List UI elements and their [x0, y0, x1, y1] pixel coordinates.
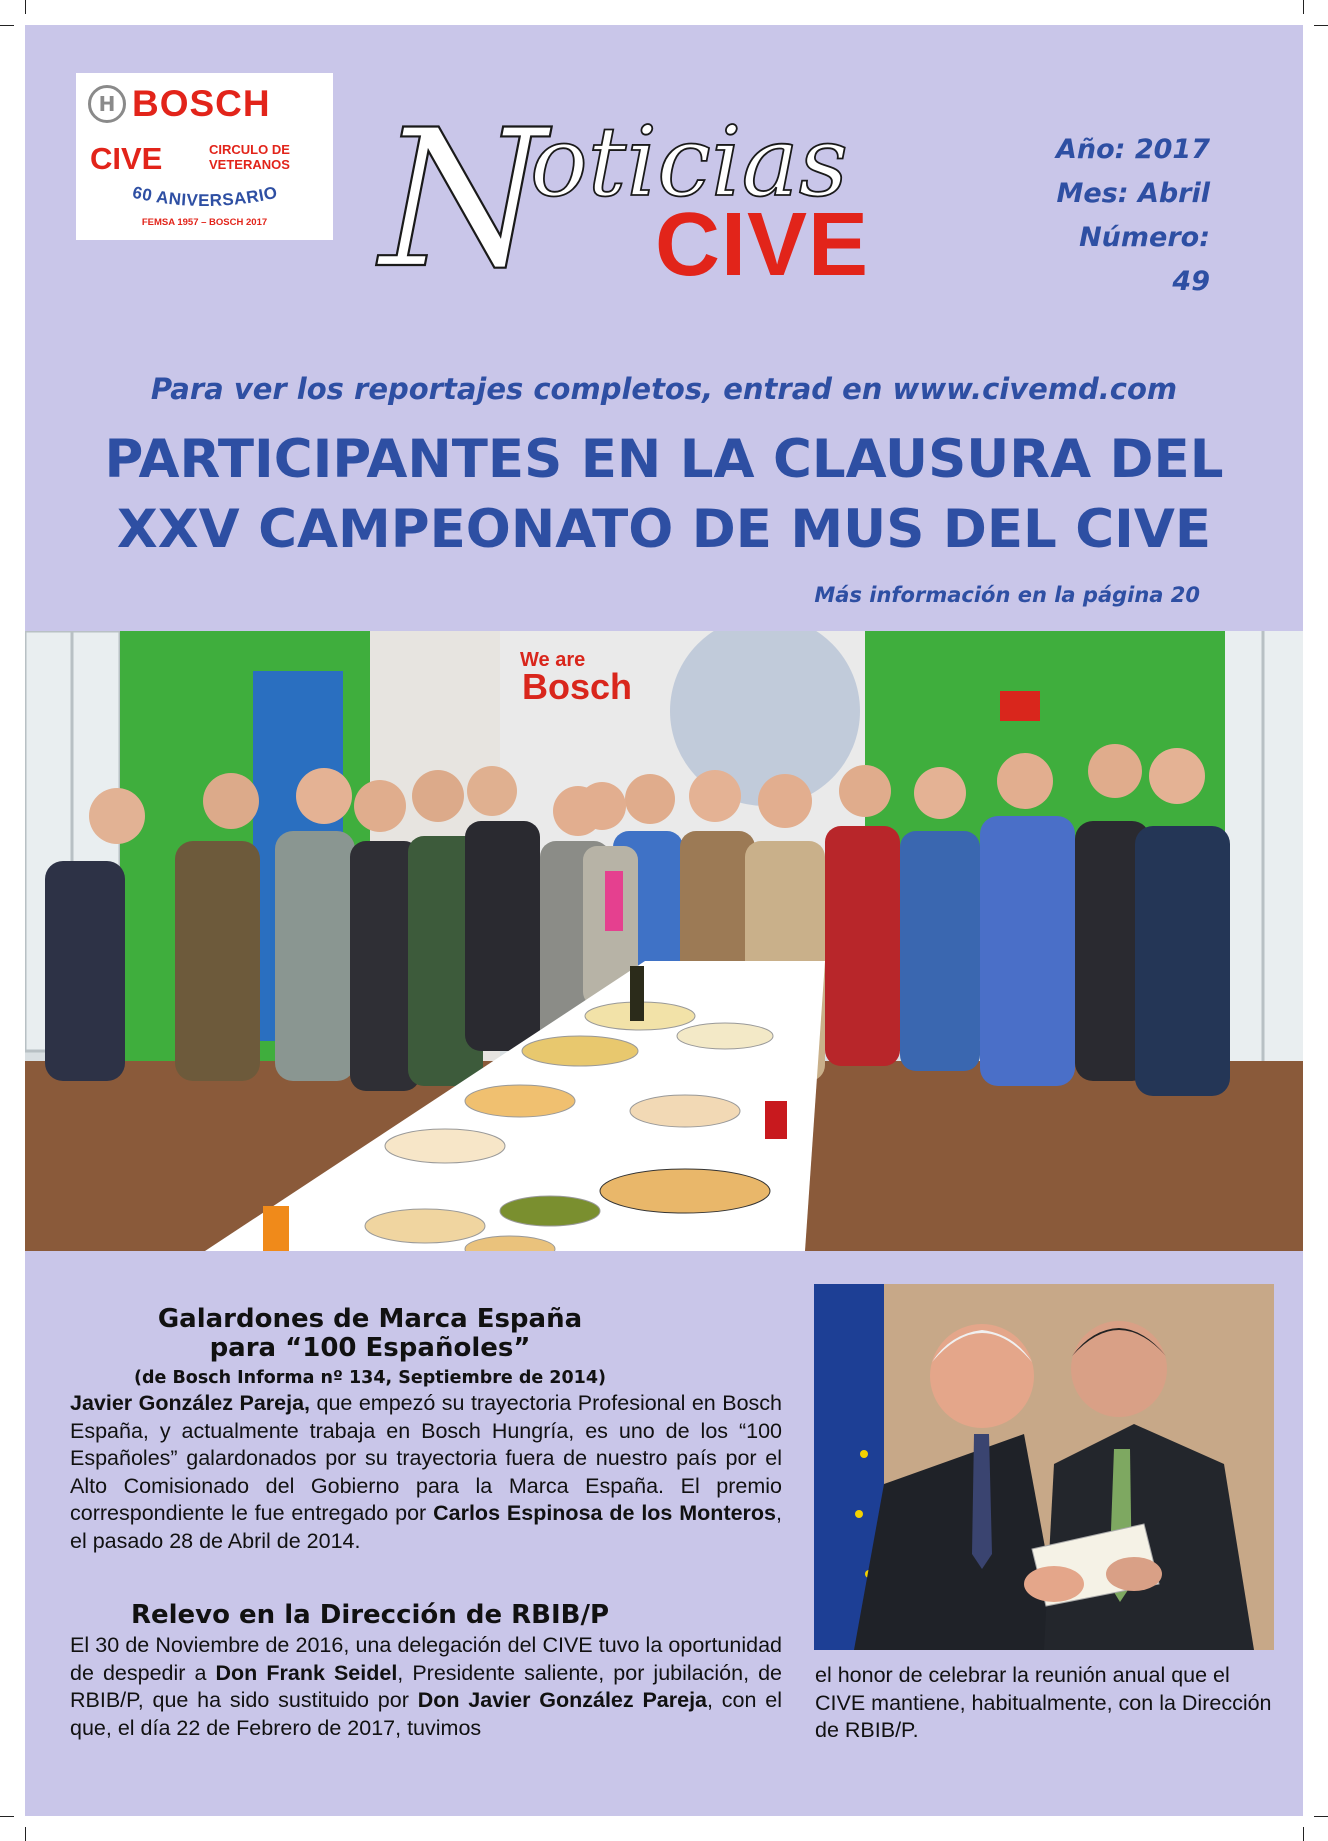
femsa-bosch-years: FEMSA 1957 – BOSCH 2017: [141, 217, 268, 228]
wall-sign-bosch: Bosch: [522, 666, 633, 707]
anniversary-arc: [98, 183, 312, 217]
headline-line-2: XXV CAMPEONATO DE MUS DEL CIVE: [116, 499, 1212, 560]
crop-mark: [25, 1827, 26, 1841]
issue-month: Mes: Abril: [1056, 178, 1210, 209]
article-1-body: [70, 1390, 782, 1555]
crop-mark: [1303, 1827, 1304, 1841]
more-info-link: Más información en la página 20: [814, 583, 1200, 607]
bosch-wordmark: BOSCH: [132, 83, 271, 124]
bosch-brand: [88, 83, 271, 125]
article-1-source: (de Bosch Informa nº 134, Septiembre de 2014): [133, 1368, 607, 1388]
award-photo: [814, 1284, 1274, 1650]
article-2-title: Relevo en la Dirección de RBIB/P: [130, 1600, 610, 1630]
article-2-text-1: El 30 de Noviembre de 2016, una delegación del CIVE tuvo la oportunidad de despedir a: [70, 1633, 782, 1685]
bosch-armature-icon: H: [88, 85, 126, 123]
issue-info: [1035, 128, 1210, 304]
article-2-text-3: , con el que, el día 22 de Febrero de 2017, tuvimos: [70, 1688, 783, 1740]
crop-mark: [1314, 25, 1328, 26]
noticias-initial: N: [380, 95, 547, 305]
article-1-bold-name: Javier González Pareja,: [70, 1391, 311, 1415]
crop-mark: [1303, 0, 1304, 14]
article-2-bold-1: Don Frank Seidel: [215, 1660, 398, 1685]
article-1-bold-name-2: Carlos Espinosa de los Monteros: [433, 1501, 777, 1525]
article-2-text-2: , Presidente saliente, por jubilación, de RBIB/P, que ha sido sustituido por: [70, 1660, 783, 1712]
article-1-title-line-1: Galardones de Marca España: [157, 1304, 583, 1334]
cive-masthead: CIVE: [655, 195, 870, 295]
circle-line-1: CIRCULO DE: [209, 142, 290, 157]
noticias-rest: oticias: [530, 106, 849, 218]
main-headline: [0, 425, 1328, 565]
headline-line-1: PARTICIPANTES EN LA CLAUSURA DEL: [104, 429, 1224, 490]
article-1-text: que empezó su trayectoria Profesional en Bosch España, y actualmente trabaja en Bosch Hungría, es uno de los “100 Españoles” galardonados por su trayectoria fuera de nuestro país por el Alto Comisionado del Gobierno para la Marca España. El premio correspondiente le fue entregado por: [70, 1391, 782, 1525]
article-1-text-2: , el pasado 28 de Abril de 2014.: [70, 1501, 783, 1553]
crop-mark: [0, 1816, 14, 1817]
award-photo-illustration: [814, 1284, 1274, 1650]
anniversary-text: 60 ANIVERSARIO: [130, 183, 280, 211]
wall-sign-we-are: We are: [520, 649, 586, 671]
svg-text:60 ANIVERSARIO: [131, 183, 279, 210]
issue-number: Número: 49: [1079, 222, 1210, 297]
cive-logo: [76, 73, 333, 240]
crop-mark: [0, 25, 14, 26]
group-photo: [25, 631, 1303, 1251]
circle-veterans-label: [209, 142, 290, 172]
website-line: Para ver los reportajes completos, entrad en www.civemd.com: [150, 372, 1178, 406]
article-1-title-line-2: para “100 Españoles”: [209, 1333, 531, 1363]
issue-year: Año: 2017: [1055, 134, 1210, 165]
group-photo-illustration: [25, 631, 1303, 1251]
circle-line-2: VETERANOS: [209, 157, 290, 172]
crop-mark: [1314, 1816, 1328, 1817]
cive-wordmark: CIVE: [90, 141, 163, 176]
article-1-title: [70, 1305, 670, 1363]
award-photo-caption: el honor de celebrar la reunión anual que el CIVE mantiene, habitualmente, con la Dirección de RBIB/P.: [815, 1663, 1272, 1742]
article-2-bold-2: Don Javier González Pareja: [417, 1688, 708, 1712]
crop-mark: [25, 0, 26, 14]
article-2-body: [70, 1632, 782, 1742]
